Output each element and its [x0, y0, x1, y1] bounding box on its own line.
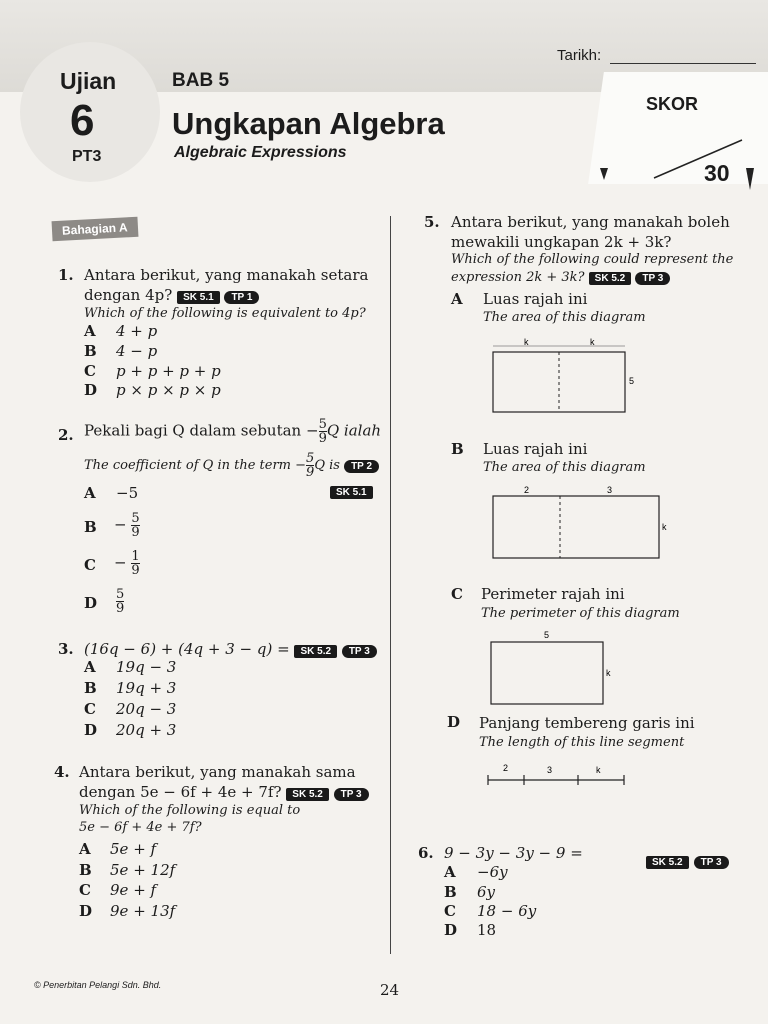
q2-text-ms-post: Q ialah: [326, 421, 382, 440]
q2-frac-den: 9: [306, 465, 315, 480]
dim-label: k: [606, 668, 611, 678]
page-title: Ungkapan Algebra: [172, 106, 445, 141]
frac-den: 9: [131, 563, 140, 578]
q5-option-en: The area of this diagram: [483, 460, 646, 475]
frac-num: 1: [131, 549, 140, 564]
chapter-label: BAB 5: [172, 70, 230, 91]
q2-fraction: [319, 418, 327, 445]
q4-option-letter: C: [79, 881, 91, 899]
fraction: [116, 588, 124, 615]
q3-expression: (16q − 6) + (4q + 3 − q) =: [84, 640, 290, 658]
q5-text-en-2: [451, 270, 670, 285]
dim-label: 5: [544, 630, 550, 640]
q6-option-letter: D: [444, 921, 458, 939]
score-total: 30: [704, 160, 730, 186]
q1-option-text: 4 − p: [116, 342, 158, 360]
q6-option-text: 18: [477, 921, 497, 939]
sk-badge: SK 5.2: [294, 645, 337, 658]
q1-option-letter: A: [84, 322, 96, 340]
q1-option-letter: D: [84, 381, 98, 399]
q4-option-text: 9e + f: [110, 881, 157, 899]
q6-expression: 9 − 3y − 3y − 9 =: [444, 844, 583, 862]
q2-option-letter: D: [84, 594, 98, 612]
dim-label: k: [662, 522, 667, 532]
q3-number: 3.: [58, 640, 74, 658]
q5-option-ms: Luas rajah ini: [483, 440, 588, 458]
test-label: Ujian: [60, 68, 117, 94]
frac-den: 9: [131, 525, 140, 540]
q6-option-text: 18 − 6y: [477, 902, 537, 920]
q1-text-ms: Antara berikut, yang manakah setara: [84, 266, 369, 284]
q2-frac-num: 5: [306, 451, 315, 466]
q3-option-letter: A: [84, 658, 96, 676]
q4-option-letter: A: [79, 840, 91, 858]
q1-option-text: p + p + p + p: [116, 362, 221, 380]
q1-number: 1.: [58, 266, 74, 284]
q3-option-letter: D: [84, 721, 98, 739]
rectangle-diagram-a: [486, 336, 646, 418]
q2-sk-wrapper: [330, 480, 373, 499]
sk-badge: SK 5.1: [177, 291, 220, 304]
fraction: [131, 512, 139, 539]
q5-option-letter: B: [451, 440, 464, 458]
q4-number: 4.: [54, 763, 70, 781]
q2-text-ms-pre: Pekali bagi Q dalam sebutan −: [84, 421, 319, 440]
q6-badges: [646, 850, 729, 869]
sk-badge: SK 5.1: [330, 486, 373, 499]
q3-option-text: 20q − 3: [116, 700, 177, 718]
q4-option-text: 9e + 13f: [110, 902, 176, 920]
q2-option-fraction: [116, 588, 124, 615]
sign: −: [114, 553, 127, 572]
q2-option-fraction: [114, 512, 140, 539]
dim-label: k: [596, 765, 601, 775]
q3-option-text: 20q + 3: [116, 721, 177, 739]
q2-option-text: −5: [116, 484, 139, 502]
q5-option-letter: C: [451, 585, 463, 603]
q4-text-ms: Antara berikut, yang manakah sama: [79, 763, 356, 781]
sk-badge: SK 5.2: [646, 856, 689, 869]
q4-option-letter: D: [79, 902, 93, 920]
level-label: PT3: [72, 148, 102, 165]
q4-text-ms-2-text: dengan 5e − 6f + 4e + 7f?: [79, 783, 282, 801]
q2-frac-num: 5: [318, 417, 327, 432]
publisher-credit: © Penerbitan Pelangi Sdn. Bhd.: [34, 980, 162, 990]
dim-label: k: [590, 337, 595, 347]
frac-num: 5: [131, 511, 140, 526]
q4-text-ms-2: [79, 783, 369, 801]
q2-text-en: [84, 452, 379, 479]
q2-number: 2.: [58, 426, 74, 444]
q2-option-letter: C: [84, 556, 96, 574]
rectangle-diagram-b: [486, 482, 671, 562]
dim-label: 3: [547, 765, 553, 775]
q5-option-letter: A: [451, 290, 463, 308]
q1-text-ms-2-text: dengan 4p?: [84, 286, 173, 304]
dim-label: 5: [629, 376, 635, 386]
q3-option-text: 19q + 3: [116, 679, 177, 697]
q6-option-text: −6y: [477, 863, 508, 881]
q6-text: [444, 844, 583, 862]
q6-option-letter: C: [444, 902, 456, 920]
q6-option-letter: B: [444, 883, 457, 901]
tp-badge: TP 3: [334, 788, 369, 801]
score-label: SKOR: [646, 94, 699, 114]
q4-text-en: Which of the following is equal to: [79, 803, 301, 818]
q1-option-letter: B: [84, 342, 97, 360]
q4-option-text: 5e + 12f: [110, 861, 176, 879]
tp-badge: TP 1: [224, 291, 259, 304]
line-segment-diagram: [484, 760, 629, 790]
q5-text-en: Which of the following could represent the: [451, 252, 734, 267]
score-slash: [596, 120, 768, 192]
q2-text-ms: [84, 418, 381, 445]
page-number: 24: [380, 981, 400, 999]
page-subtitle: Algebraic Expressions: [174, 144, 347, 161]
dim-label: k: [524, 337, 529, 347]
marker-left-icon: [600, 168, 608, 180]
q6-number: 6.: [418, 844, 434, 862]
q6-option-text: 6y: [477, 883, 496, 901]
q3-text: [84, 640, 377, 658]
q5-option-en: The length of this line segment: [479, 735, 685, 750]
q2-option-letter: A: [84, 484, 96, 502]
q5-option-letter: D: [447, 713, 461, 731]
q1-option-text: 4 + p: [116, 322, 158, 340]
q2-text-en-pre: The coefficient of Q in the term −: [84, 458, 307, 473]
q1-option-letter: C: [84, 362, 96, 380]
section-tag: Bahagian A: [52, 217, 139, 241]
q3-option-text: 19q − 3: [116, 658, 177, 676]
dim-label: 2: [503, 763, 509, 773]
q5-text-en-2-text: expression 2k + 3k?: [451, 270, 585, 285]
q5-option-ms: Panjang tembereng garis ini: [479, 714, 695, 732]
q4-text-en-2: 5e − 6f + 4e + 7f?: [79, 820, 202, 835]
q5-option-ms: Luas rajah ini: [483, 290, 588, 308]
sk-badge: SK 5.2: [589, 272, 632, 285]
tp-badge: TP 3: [342, 645, 377, 658]
q2-option-fraction: [114, 550, 140, 577]
dim-label: 3: [607, 485, 613, 495]
dim-label: 2: [524, 485, 530, 495]
tp-badge: TP 3: [635, 272, 670, 285]
q5-text-ms-2: mewakili ungkapan 2k + 3k?: [451, 233, 672, 251]
sk-badge: SK 5.2: [286, 788, 329, 801]
q1-text-ms-2: [84, 286, 259, 304]
date-field[interactable]: [610, 63, 756, 64]
q2-frac-den: 9: [318, 431, 327, 446]
q5-text-ms: Antara berikut, yang manakah boleh: [451, 213, 730, 231]
q4-option-letter: B: [79, 861, 92, 879]
q5-option-en: The perimeter of this diagram: [481, 606, 680, 621]
q1-option-text: p × p × p × p: [116, 381, 221, 399]
q1-text-en: Which of the following is equivalent to 4p?: [84, 306, 366, 321]
tp-badge: TP 2: [344, 460, 379, 473]
tp-badge: TP 3: [694, 856, 729, 869]
fraction: [131, 550, 139, 577]
test-number: 6: [70, 96, 95, 145]
marker-right-icon: [746, 168, 754, 190]
q6-option-letter: A: [444, 863, 456, 881]
q3-option-letter: C: [84, 700, 96, 718]
q3-option-letter: B: [84, 679, 97, 697]
q5-option-ms: Perimeter rajah ini: [481, 585, 625, 603]
q5-number: 5.: [424, 213, 440, 231]
frac-den: 9: [116, 601, 125, 616]
date-label: Tarikh:: [557, 47, 602, 64]
q5-option-en: The area of this diagram: [483, 310, 646, 325]
column-divider: [390, 216, 391, 954]
rectangle-diagram-c: [486, 628, 616, 708]
q2-text-en-post: Q is: [314, 458, 340, 473]
frac-num: 5: [116, 587, 125, 602]
q2-option-letter: B: [84, 518, 97, 536]
sign: −: [114, 515, 127, 534]
q4-option-text: 5e + f: [110, 840, 157, 858]
